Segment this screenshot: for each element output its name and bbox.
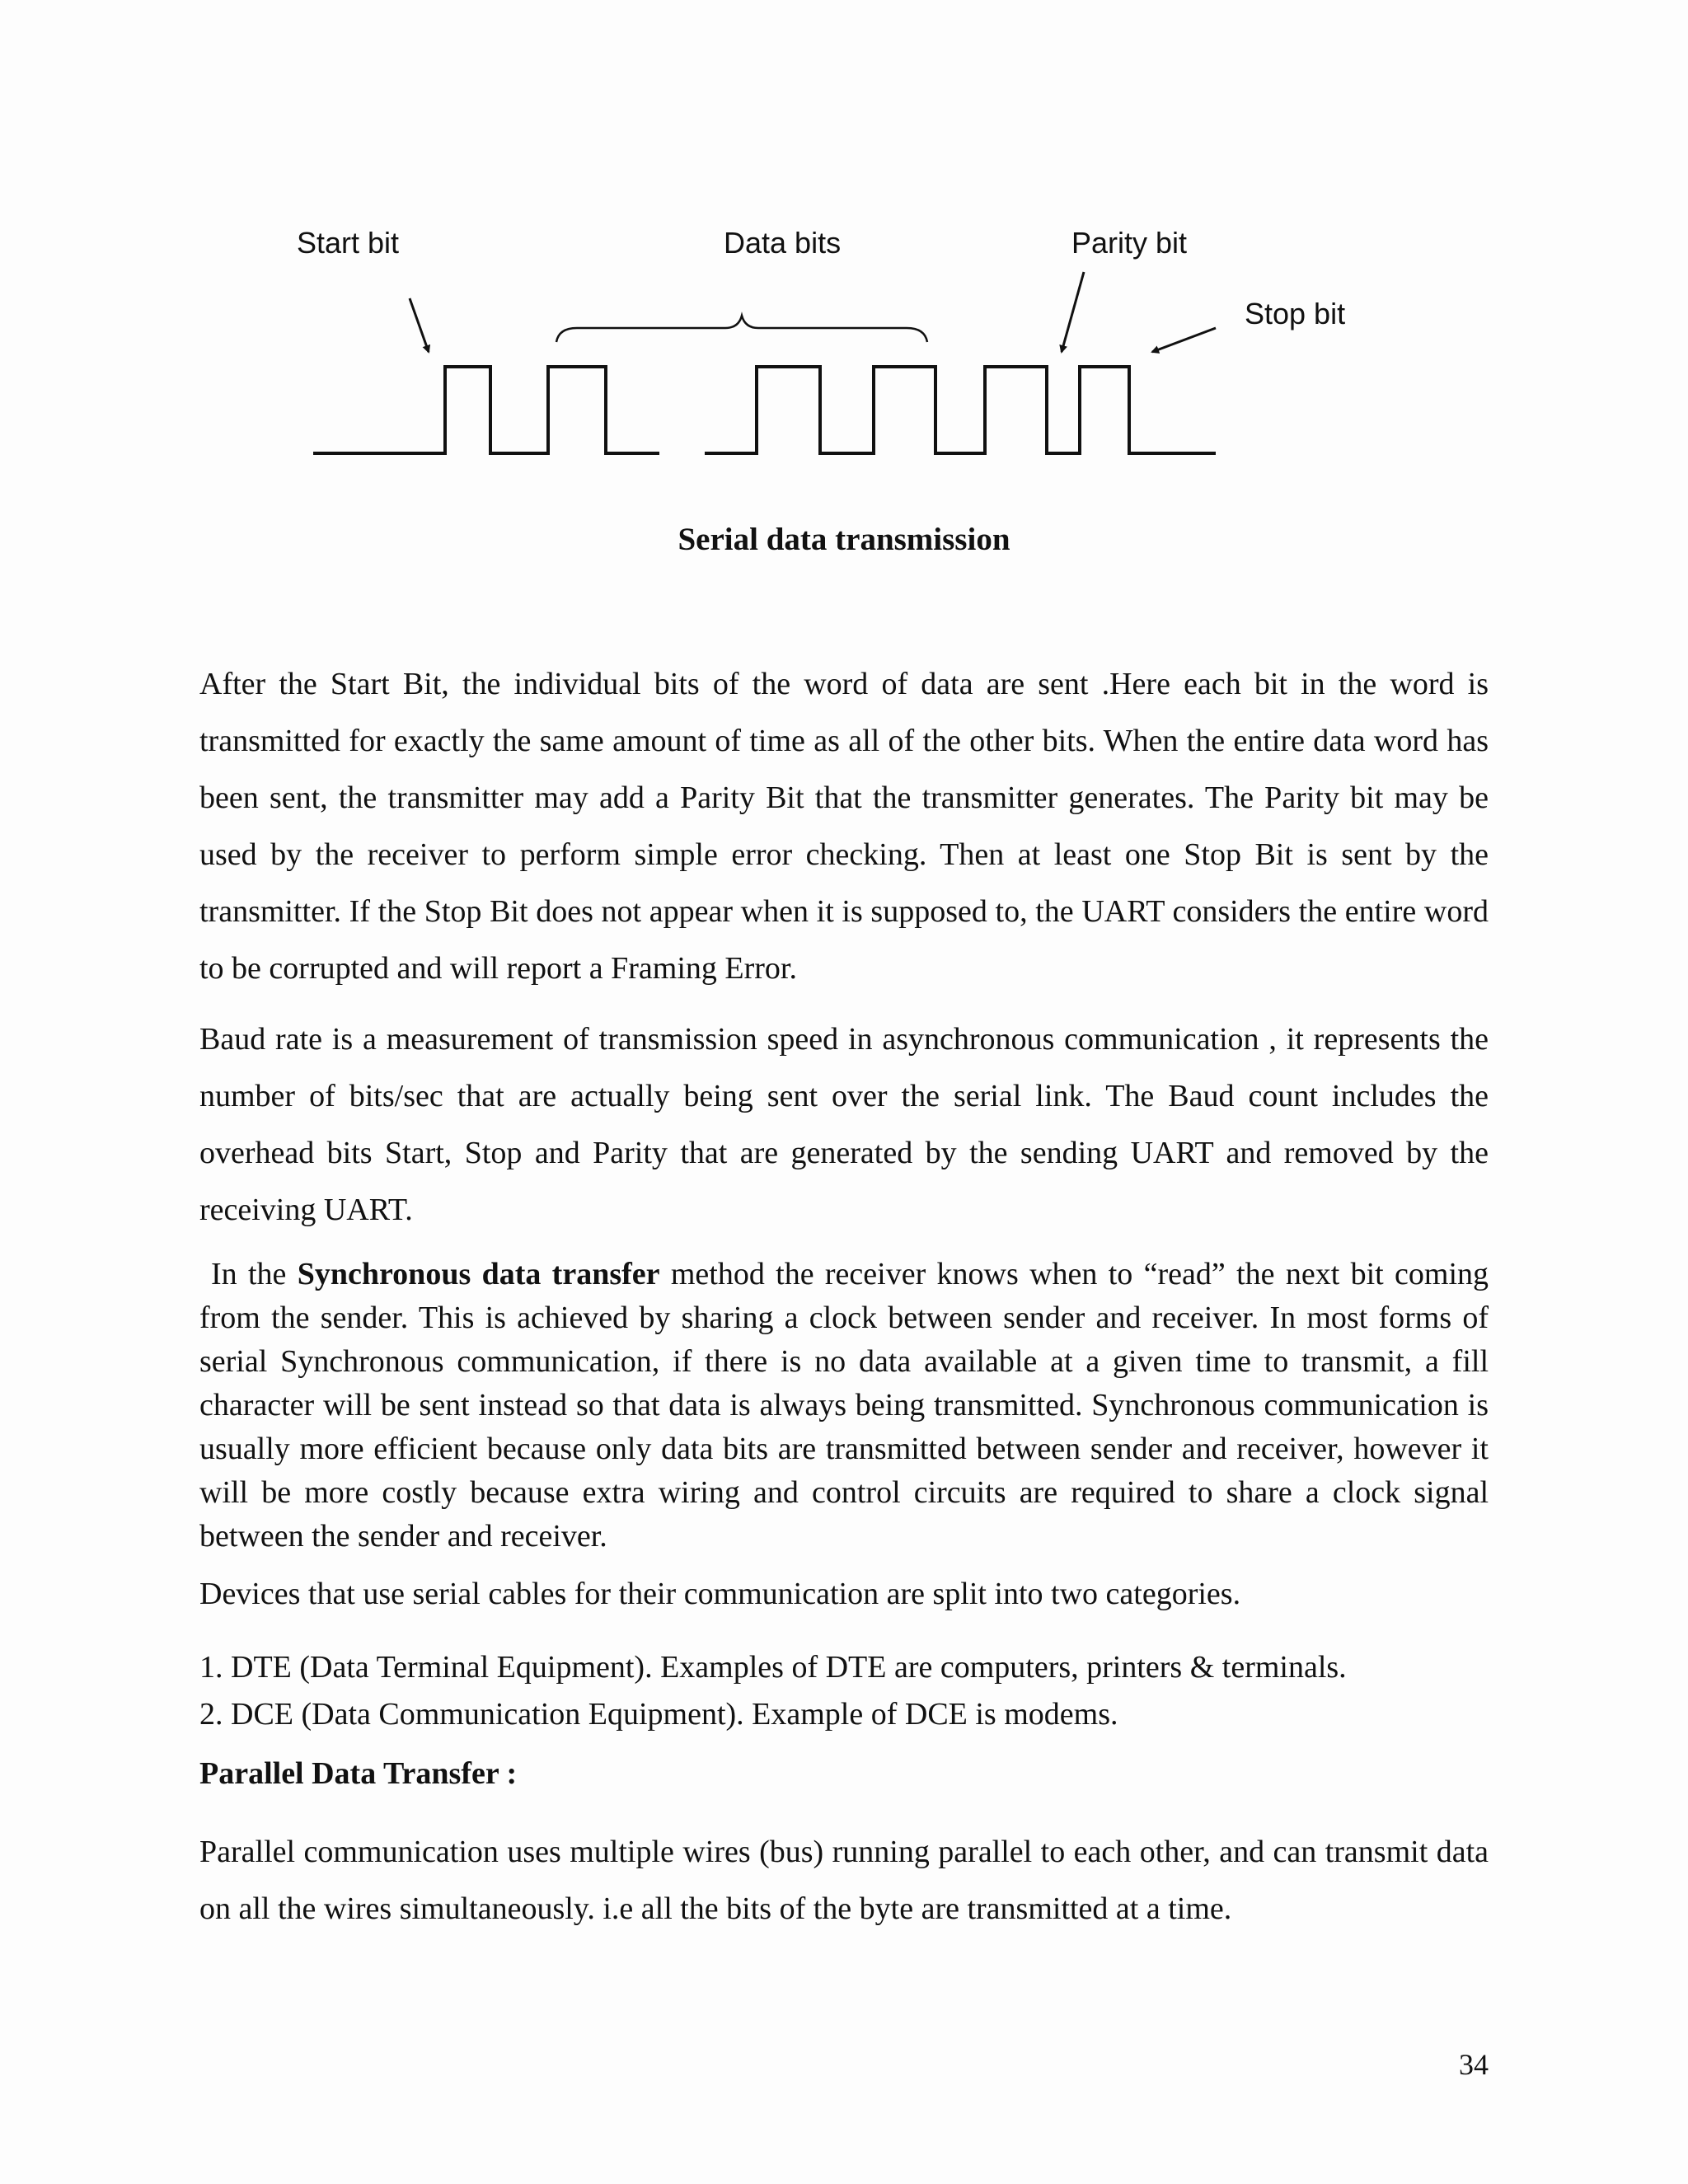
list-item-dce: 2. DCE (Data Communication Equipment). Example of DCE is modems.	[199, 1697, 1118, 1732]
paragraph-device-categories: Devices that use serial cables for their communication are split into two categories.	[199, 1577, 1241, 1611]
parity-bit-label: Parity bit	[1071, 226, 1188, 260]
device-category-list	[199, 1644, 1489, 1738]
page-number: 34	[1459, 2048, 1489, 2081]
parity-bit-arrow	[1062, 272, 1084, 352]
sync-prefix: In the	[211, 1257, 298, 1291]
list-item-dte: 1. DTE (Data Terminal Equipment). Examples of DTE are computers, printers & terminals.	[199, 1650, 1347, 1685]
start-bit-label: Start bit	[297, 226, 400, 260]
data-bits-label: Data bits	[724, 226, 842, 260]
data-bits-brace	[556, 316, 927, 342]
figure-caption: Serial data transmission	[678, 522, 1010, 557]
sync-body: method the receiver knows when to “read” the next bit coming from the sender. This is achieved by sharing a clock between sender and receiver. In most forms of serial Synchronous communication, if there is no data available at a given time to transmit, a fill character will be sent instead so that data is always being transmitted. Synchronous communication is usually more efficient because only data bits are transmitted between sender and receiver, however it will be more costly because extra wiring and control circuits are required to share a clock signal between the sender and receiver.	[199, 1257, 1489, 1554]
section-heading-parallel: Parallel Data Transfer :	[199, 1756, 518, 1791]
paragraph-baud-rate: Baud rate is a measurement of transmission speed in asynchronous communication , it represents the number of bits/sec that are actually being sent over the serial link. The Baud count includes the overhead bits Start, Stop and Parity that are generated by the sending UART and removed by the receiving UART.	[199, 1022, 1489, 1227]
serial-waveform-diagram	[280, 210, 1385, 482]
start-bit-arrow	[410, 298, 429, 352]
sync-term: Synchronous data transfer	[297, 1257, 660, 1291]
waveform-segment-2	[705, 367, 1216, 453]
paragraph-synchronous	[199, 1253, 1489, 1558]
paragraph-parallel: Parallel communication uses multiple wires (bus) running parallel to each other, and can transmit data on all the wires simultaneously. i.e all the bits of the byte are transmitted at a time.	[199, 1835, 1489, 1926]
stop-bit-arrow	[1152, 328, 1216, 352]
paragraph-framing: After the Start Bit, the individual bits of the word of data are sent .Here each bit in the word is transmitted for exactly the same amount of time as all of the other bits. When the entire data word has been sent, the transmitter may add a Parity Bit that the transmitter generates. The Parity bit may be used by the receiver to perform simple error checking. Then at least one Stop Bit is sent by the transmitter. If the Stop Bit does not appear when it is supposed to, the UART considers the entire word to be corrupted and will report a Framing Error.	[199, 667, 1489, 986]
serial-transmission-figure	[280, 210, 1385, 482]
body-text	[199, 656, 1489, 1952]
waveform-segment-1	[313, 367, 659, 453]
stop-bit-label: Stop bit	[1245, 297, 1346, 330]
